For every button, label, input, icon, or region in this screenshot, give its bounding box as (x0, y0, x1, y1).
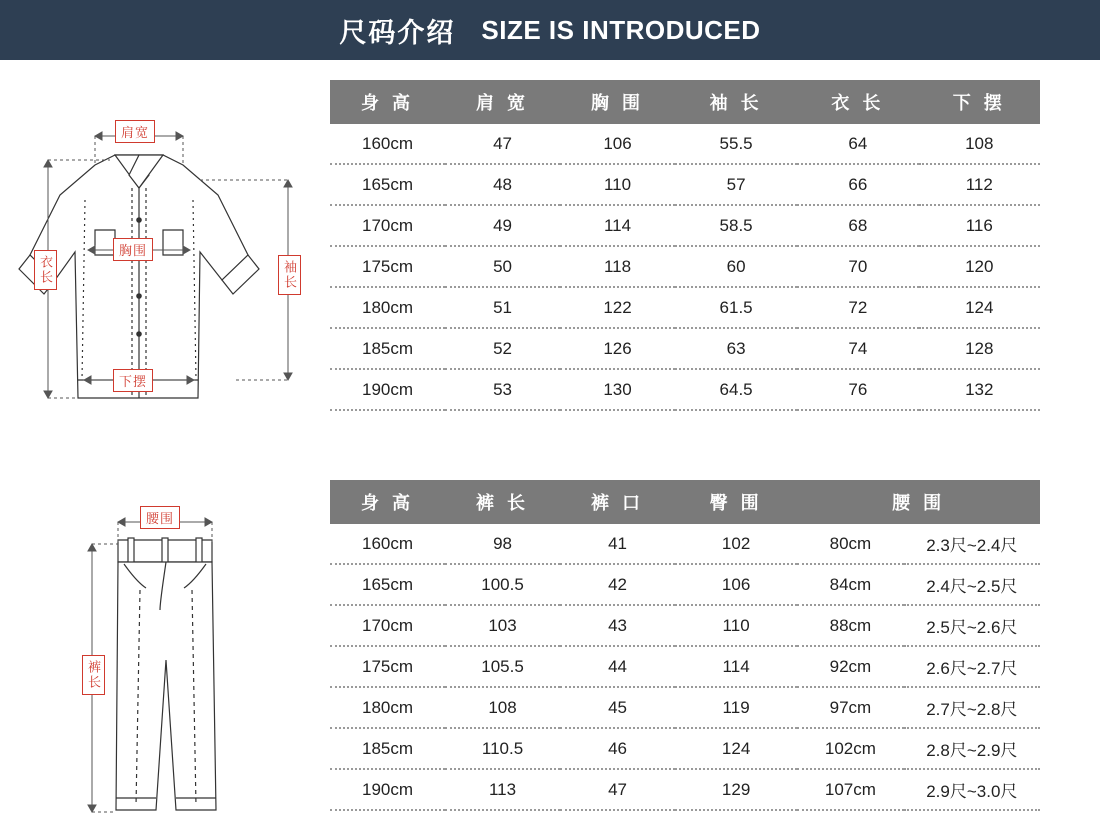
cell-sleeve: 61.5 (675, 287, 797, 328)
cell-hip: 110 (675, 605, 797, 646)
table-row (330, 124, 1040, 164)
cell-pant-length: 100.5 (445, 564, 560, 605)
table-row (330, 328, 1040, 369)
cell-hip: 102 (675, 524, 797, 564)
table-row (330, 605, 1040, 646)
cell-waist-cm: 102cm (797, 728, 904, 769)
cell-hip: 124 (675, 728, 797, 769)
cell-length: 76 (797, 369, 918, 410)
table-header-row (330, 80, 1040, 124)
col-hem: 下 摆 (919, 80, 1040, 124)
cell-length: 66 (797, 164, 918, 205)
label-hem: 下摆 (113, 369, 153, 392)
cell-pant-opening: 46 (560, 728, 675, 769)
col-hip: 臀 围 (675, 480, 797, 524)
jacket-figure (0, 80, 330, 410)
cell-length: 68 (797, 205, 918, 246)
label-waist: 腰围 (140, 506, 180, 529)
col-height: 身 高 (330, 480, 445, 524)
cell-waist-cm: 97cm (797, 687, 904, 728)
cell-waist-chi: 2.8尺~2.9尺 (904, 728, 1040, 769)
cell-height: 185cm (330, 728, 445, 769)
col-pant-opening: 裤 口 (560, 480, 675, 524)
cell-length: 64 (797, 124, 918, 164)
cell-hem: 112 (919, 164, 1040, 205)
col-length: 衣 长 (797, 80, 918, 124)
cell-chest: 118 (560, 246, 675, 287)
cell-hip: 106 (675, 564, 797, 605)
col-pant-length: 裤 长 (445, 480, 560, 524)
table-row (330, 524, 1040, 564)
cell-hem: 132 (919, 369, 1040, 410)
label-shoulder-width: 肩宽 (115, 120, 155, 143)
cell-height: 190cm (330, 769, 445, 810)
cell-height: 175cm (330, 646, 445, 687)
pants-drawing (0, 480, 330, 835)
table-row (330, 369, 1040, 410)
col-waist: 腰 围 (797, 480, 1040, 524)
label-garment-length: 衣长 (34, 250, 57, 290)
cell-pant-length: 98 (445, 524, 560, 564)
cell-pant-length: 110.5 (445, 728, 560, 769)
cell-chest: 106 (560, 124, 675, 164)
table-row (330, 646, 1040, 687)
page-title-cn: 尺码介绍 (339, 17, 456, 48)
cell-pant-length: 103 (445, 605, 560, 646)
label-pant-length: 裤长 (82, 655, 105, 695)
cell-waist-chi: 2.9尺~3.0尺 (904, 769, 1040, 810)
cell-waist-cm: 88cm (797, 605, 904, 646)
table-row (330, 769, 1040, 810)
cell-height: 160cm (330, 524, 445, 564)
cell-shoulder: 48 (445, 164, 560, 205)
cell-waist-chi: 2.3尺~2.4尺 (904, 524, 1040, 564)
cell-shoulder: 47 (445, 124, 560, 164)
cell-pant-length: 108 (445, 687, 560, 728)
cell-height: 185cm (330, 328, 445, 369)
jacket-drawing (0, 80, 330, 410)
table-row (330, 687, 1040, 728)
cell-length: 74 (797, 328, 918, 369)
table-row (330, 287, 1040, 328)
cell-shoulder: 50 (445, 246, 560, 287)
cell-height: 190cm (330, 369, 445, 410)
cell-waist-cm: 92cm (797, 646, 904, 687)
cell-chest: 114 (560, 205, 675, 246)
cell-shoulder: 49 (445, 205, 560, 246)
cell-pant-length: 105.5 (445, 646, 560, 687)
jacket-size-table-wrap (330, 80, 1100, 411)
cell-chest: 126 (560, 328, 675, 369)
cell-height: 165cm (330, 164, 445, 205)
cell-waist-cm: 80cm (797, 524, 904, 564)
cell-pant-opening: 45 (560, 687, 675, 728)
col-shoulder: 肩 宽 (445, 80, 560, 124)
label-chest: 胸围 (113, 238, 153, 261)
cell-sleeve: 64.5 (675, 369, 797, 410)
cell-hip: 129 (675, 769, 797, 810)
pants-size-table-wrap (330, 480, 1100, 835)
table-row (330, 164, 1040, 205)
col-sleeve: 袖 长 (675, 80, 797, 124)
cell-hip: 114 (675, 646, 797, 687)
cell-height: 165cm (330, 564, 445, 605)
pants-figure (0, 480, 330, 835)
cell-sleeve: 60 (675, 246, 797, 287)
cell-waist-chi: 2.4尺~2.5尺 (904, 564, 1040, 605)
cell-hem: 128 (919, 328, 1040, 369)
cell-chest: 110 (560, 164, 675, 205)
cell-height: 170cm (330, 605, 445, 646)
cell-hip: 119 (675, 687, 797, 728)
cell-length: 70 (797, 246, 918, 287)
page-header (0, 0, 1100, 60)
table-row (330, 246, 1040, 287)
cell-hem: 108 (919, 124, 1040, 164)
cell-length: 72 (797, 287, 918, 328)
table-row (330, 564, 1040, 605)
cell-chest: 130 (560, 369, 675, 410)
cell-shoulder: 51 (445, 287, 560, 328)
cell-sleeve: 58.5 (675, 205, 797, 246)
cell-hem: 116 (919, 205, 1040, 246)
col-chest: 胸 围 (560, 80, 675, 124)
cell-waist-chi: 2.5尺~2.6尺 (904, 605, 1040, 646)
bottom-section (0, 480, 1100, 835)
label-sleeve-length: 袖长 (278, 255, 301, 295)
cell-sleeve: 63 (675, 328, 797, 369)
cell-waist-cm: 84cm (797, 564, 904, 605)
pants-size-table (330, 480, 1040, 811)
table-row (330, 205, 1040, 246)
cell-pant-opening: 42 (560, 564, 675, 605)
cell-height: 180cm (330, 687, 445, 728)
page-title-en: SIZE IS INTRODUCED (481, 14, 761, 45)
jacket-size-table (330, 80, 1040, 411)
cell-shoulder: 53 (445, 369, 560, 410)
table-row (330, 728, 1040, 769)
cell-sleeve: 57 (675, 164, 797, 205)
cell-height: 170cm (330, 205, 445, 246)
cell-height: 160cm (330, 124, 445, 164)
cell-waist-chi: 2.6尺~2.7尺 (904, 646, 1040, 687)
cell-pant-opening: 41 (560, 524, 675, 564)
cell-pant-length: 113 (445, 769, 560, 810)
cell-pant-opening: 43 (560, 605, 675, 646)
cell-waist-cm: 107cm (797, 769, 904, 810)
top-section (0, 80, 1100, 411)
cell-height: 175cm (330, 246, 445, 287)
col-height: 身 高 (330, 80, 445, 124)
cell-shoulder: 52 (445, 328, 560, 369)
cell-pant-opening: 47 (560, 769, 675, 810)
cell-sleeve: 55.5 (675, 124, 797, 164)
table-header-row (330, 480, 1040, 524)
cell-hem: 120 (919, 246, 1040, 287)
cell-waist-chi: 2.7尺~2.8尺 (904, 687, 1040, 728)
cell-pant-opening: 44 (560, 646, 675, 687)
cell-hem: 124 (919, 287, 1040, 328)
cell-chest: 122 (560, 287, 675, 328)
cell-height: 180cm (330, 287, 445, 328)
